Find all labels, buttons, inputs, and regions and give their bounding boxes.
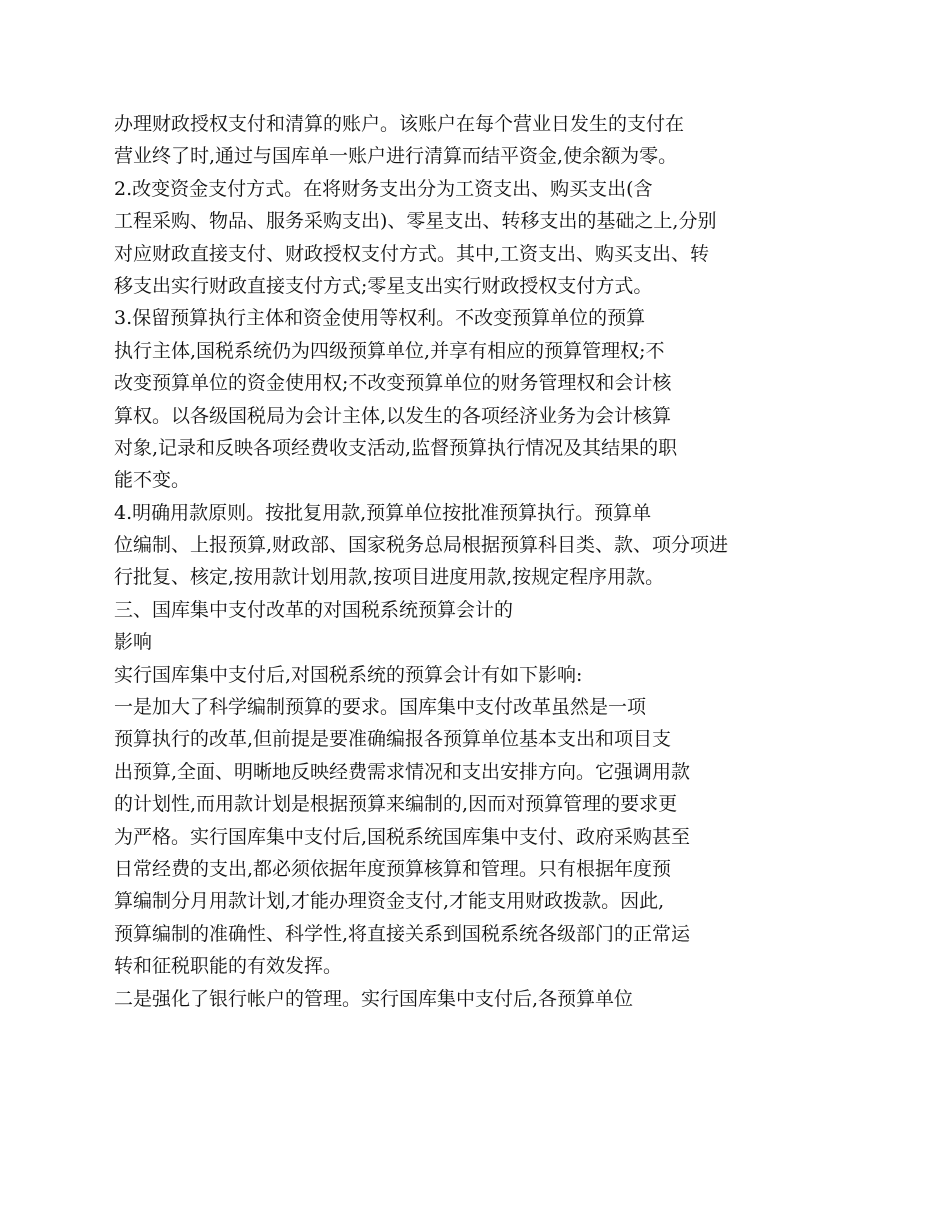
text-line: 能不变。 (114, 469, 191, 492)
body-text (114, 108, 834, 1015)
text-line: 对应财政直接支付、财政授权支付方式。其中,工资支出、购买支出、转 (114, 242, 710, 265)
text-line: 预算编制的准确性、科学性,将直接关系到国税系统各级部门的正常运 (114, 922, 691, 945)
text-line: 3.保留预算执行主体和资金使用等权利。不改变预算单位的预算 (114, 307, 646, 330)
text-line: 2.改变资金支付方式。在将财务支出分为工资支出、购买支出(含 (114, 177, 653, 200)
text-line: 工程采购、物品、服务采购支出)、零星支出、转移支出的基础之上,分别 (114, 210, 717, 233)
text-line: 为严格。实行国库集中支付后,国税系统国库集中支付、政府采购甚至 (114, 825, 691, 848)
text-line: 转和征税职能的有效发挥。 (114, 955, 343, 978)
text-line: 4.明确用款原则。按批复用款,预算单位按批准预算执行。预算单 (114, 501, 652, 524)
text-line: 实行国库集中支付后,对国税系统的预算会计有如下影响: (114, 663, 583, 686)
text-line: 移支出实行财政直接支付方式;零星支出实行财政授权支付方式。 (114, 274, 653, 297)
text-line: 算编制分月用款计划,才能办理资金支付,才能支用财政拨款。因此, (114, 890, 665, 913)
text-line: 营业终了时,通过与国库单一账户进行清算而结平资金,使余额为零。 (114, 145, 678, 168)
text-line: 出预算,全面、明晰地反映经费需求情况和支出安排方向。它强调用款 (114, 760, 691, 783)
text-line: 预算执行的改革,但前提是要准确编报各预算单位基本支出和项目支 (114, 728, 672, 751)
text-line: 二是强化了银行帐户的管理。实行国库集中支付后,各预算单位 (114, 987, 634, 1010)
text-line: 的计划性,而用款计划是根据预算来编制的,因而对预算管理的要求更 (114, 793, 678, 816)
text-line: 办理财政授权支付和清算的账户。该账户在每个营业日发生的支付在 (114, 113, 685, 135)
text-line: 位编制、上报预算,财政部、国家税务总局根据预算科目类、款、项分项进 (114, 534, 729, 557)
text-line: 执行主体,国税系统仍为四级预算单位,并享有相应的预算管理权;不 (114, 339, 665, 362)
section-heading-line: 影响 (114, 631, 153, 654)
text-line: 算权。以各级国税局为会计主体,以发生的各项经济业务为会计核算 (114, 404, 672, 427)
text-line: 日常经费的支出,都必须依据年度预算核算和管理。只有根据年度预 (114, 857, 672, 880)
section-heading-line: 三、国库集中支付改革的对国税系统预算会计的 (114, 598, 514, 621)
text-line: 一是加大了科学编制预算的要求。国库集中支付改革虽然是一项 (114, 696, 647, 719)
text-line: 对象,记录和反映各项经费收支活动,监督预算执行情况及其结果的职 (114, 436, 678, 459)
text-line: 改变预算单位的资金使用权;不改变预算单位的财务管理权和会计核 (114, 372, 672, 395)
text-line: 行批复、核定,按用款计划用款,按项目进度用款,按规定程序用款。 (114, 566, 665, 589)
